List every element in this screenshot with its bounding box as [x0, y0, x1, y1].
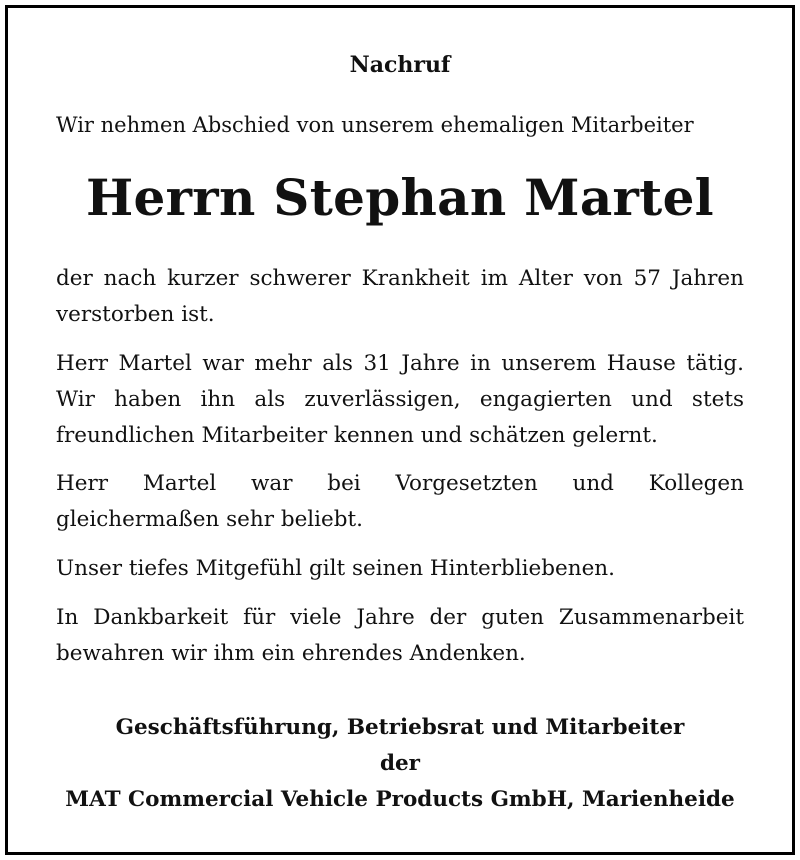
signoff-line-management: Geschäftsführung, Betriebsrat und Mitarbeiter: [115, 715, 685, 740]
signoff-line-der: der: [379, 751, 421, 776]
notice-heading: Nachruf: [349, 52, 451, 78]
paragraph-gratitude: In Dankbarkeit für viele Jahre der guten Zusammenarbeit bewahren wir ihm ein ehrendes Andenken.: [56, 605, 744, 666]
paragraph-tenure: Herr Martel war mehr als 31 Jahre in unserem Hause tätig. Wir haben ihn als zuverlässigen, engagierten und stets freundlichen Mitarbeiter kennen und schätzen gelernt.: [56, 351, 744, 448]
obituary-notice: [5, 5, 795, 855]
deceased-name: Herrn Stephan Martel: [86, 168, 714, 227]
paragraph-age: der nach kurzer schwerer Krankheit im Alter von 57 Jahren verstorben ist.: [56, 266, 744, 327]
intro-line: Wir nehmen Abschied von unserem ehemaligen Mitarbeiter: [56, 113, 694, 137]
signoff-line-company: MAT Commercial Vehicle Products GmbH, Marienheide: [65, 787, 735, 812]
paragraph-popularity: Herr Martel war bei Vorgesetzten und Kollegen gleichermaßen sehr beliebt.: [56, 471, 744, 532]
paragraph-condolence: Unser tiefes Mitgefühl gilt seinen Hinterbliebenen.: [56, 556, 615, 581]
signoff-block: [8, 710, 792, 818]
